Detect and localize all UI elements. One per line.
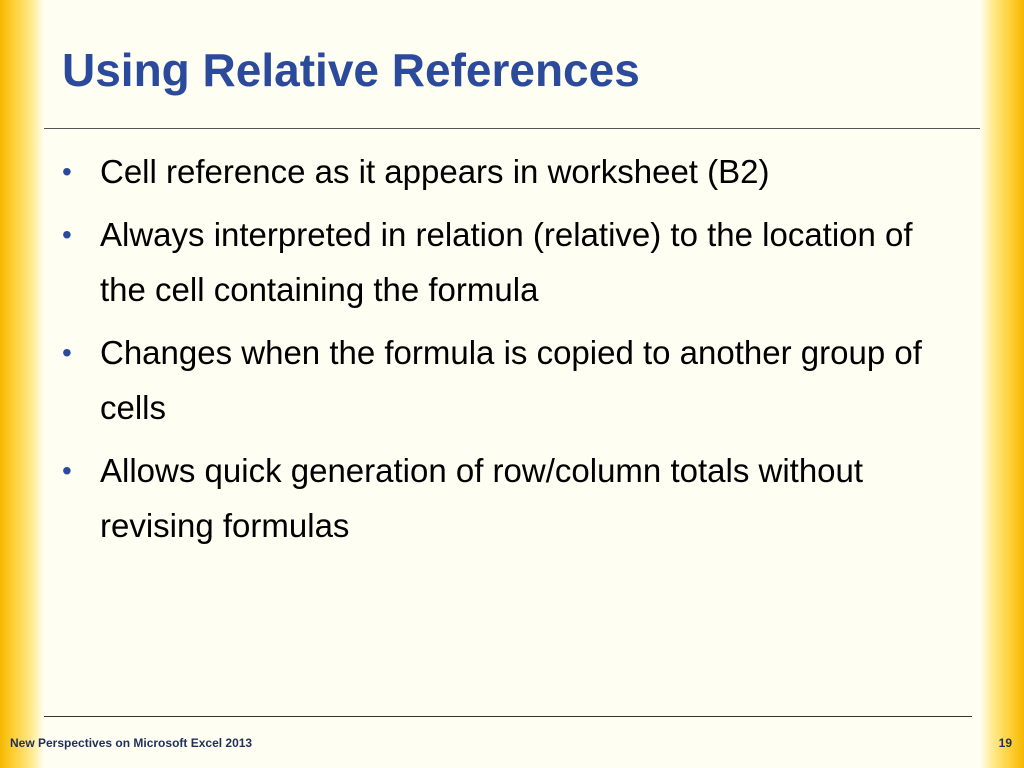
bullet-item	[62, 443, 962, 553]
footer-caption: New Perspectives on Microsoft Excel 2013	[10, 736, 253, 750]
bullet-icon: •	[62, 156, 72, 187]
bullet-text: Always interpreted in relation (relative) to the location of the cell containing the formula	[100, 216, 913, 308]
footer-divider	[44, 716, 972, 717]
page-number: 19	[998, 736, 1012, 750]
bullet-icon: •	[62, 337, 72, 368]
bullet-icon: •	[62, 455, 72, 486]
bullet-item	[62, 207, 962, 317]
bullet-item	[62, 325, 962, 435]
bullet-text: Cell reference as it appears in worksheet (B2)	[100, 153, 770, 190]
left-gradient-border	[0, 0, 44, 768]
bullet-item	[62, 144, 962, 199]
bullet-text: Changes when the formula is copied to another group of cells	[100, 334, 922, 426]
title-divider	[44, 128, 980, 129]
bullet-icon: •	[62, 219, 72, 250]
bullet-text: Allows quick generation of row/column totals without revising formulas	[100, 452, 864, 544]
slide-title: Using Relative References	[62, 44, 640, 96]
right-gradient-border	[980, 0, 1024, 768]
bullet-list	[62, 144, 962, 561]
